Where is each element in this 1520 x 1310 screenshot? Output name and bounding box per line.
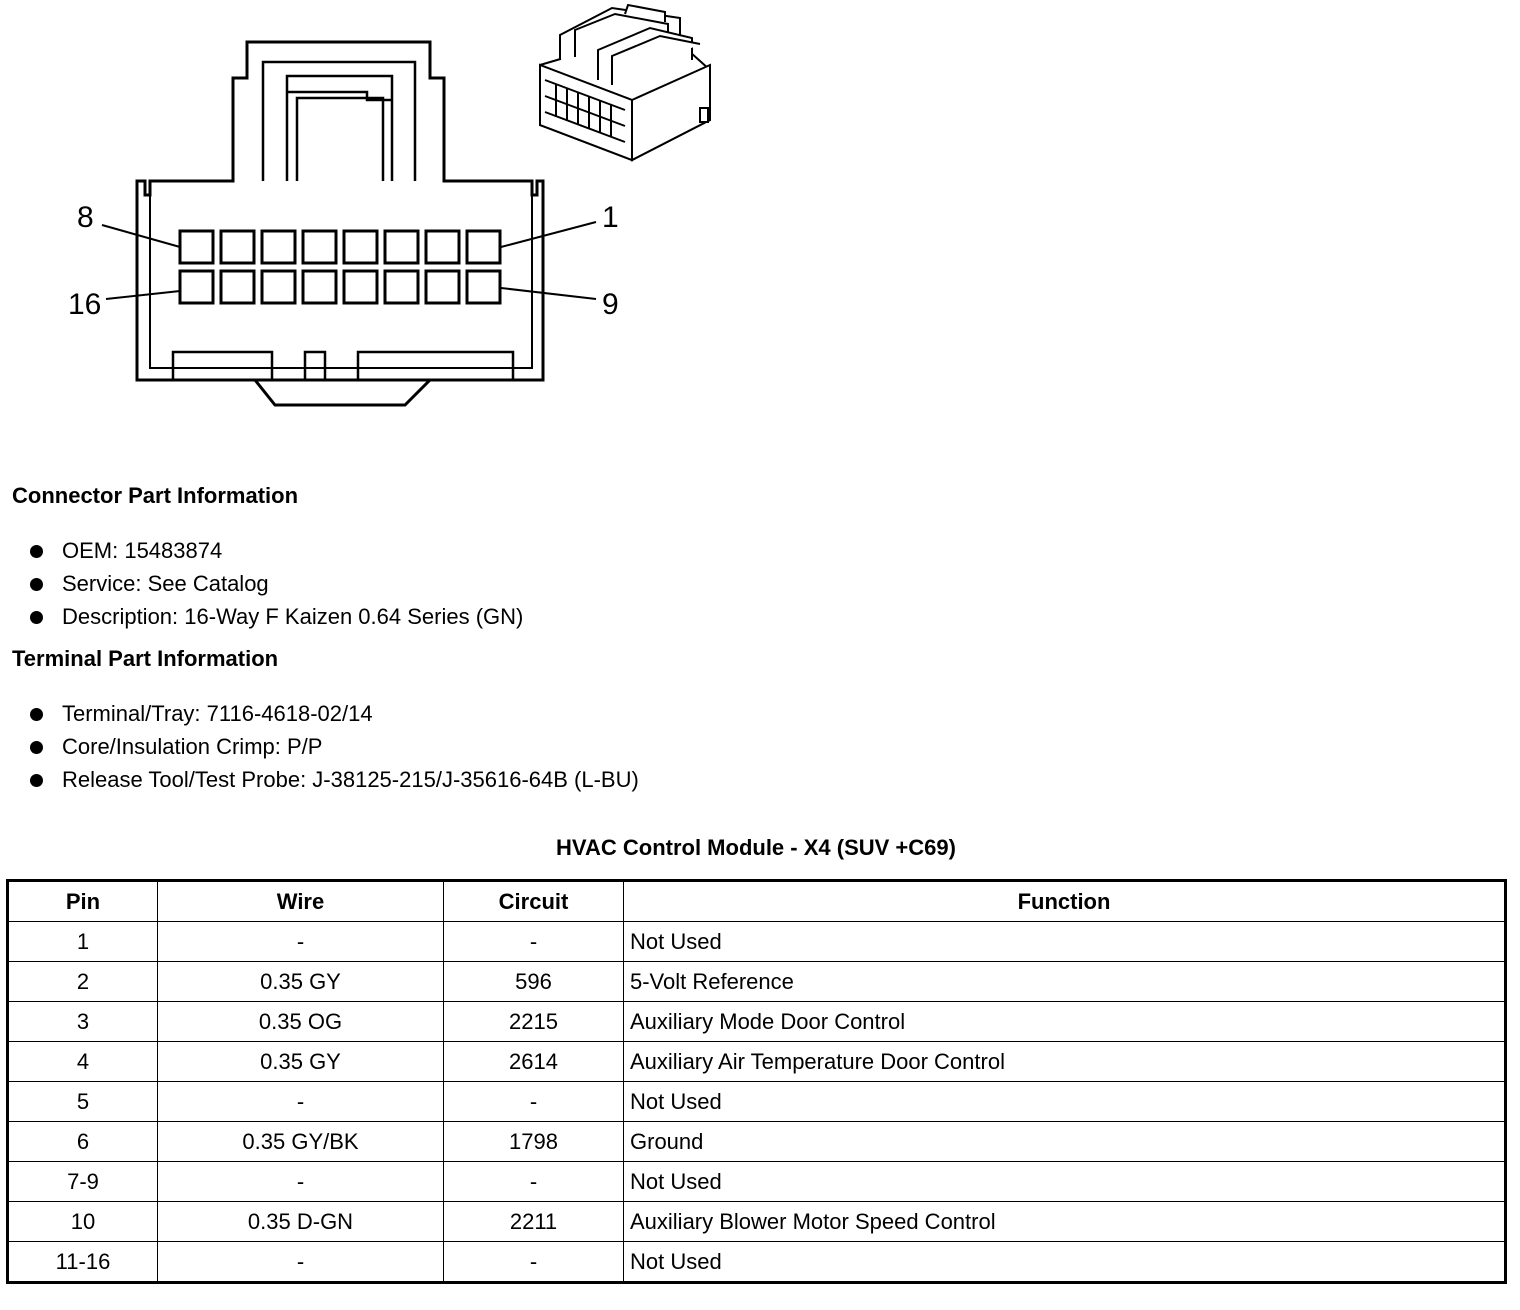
- cell-circuit: 2614: [444, 1042, 624, 1082]
- list-item: [28, 600, 523, 633]
- pin-label-1: 1: [602, 201, 619, 234]
- cell-wire: -: [158, 1162, 444, 1202]
- table-row: [8, 1002, 1506, 1042]
- connector-key-slot: [173, 352, 272, 380]
- table-row: [8, 1242, 1506, 1283]
- terminal-cavity: [385, 231, 418, 263]
- cell-pin: 6: [8, 1122, 158, 1162]
- terminal-cavity: [221, 271, 254, 303]
- cell-wire: -: [158, 1242, 444, 1283]
- connector-key-slot: [305, 352, 325, 380]
- table-row: [8, 1122, 1506, 1162]
- column-header-function: Function: [624, 881, 1506, 922]
- cell-wire: 0.35 GY/BK: [158, 1122, 444, 1162]
- cell-wire: -: [158, 922, 444, 962]
- terminal-cavity: [467, 271, 500, 303]
- cell-pin: 4: [8, 1042, 158, 1082]
- cell-circuit: 1798: [444, 1122, 624, 1162]
- list-item: [28, 534, 523, 567]
- cell-function: Not Used: [624, 1242, 1506, 1283]
- cell-pin: 1: [8, 922, 158, 962]
- cell-circuit: 2215: [444, 1002, 624, 1042]
- pin-label-16: 16: [68, 288, 102, 321]
- bullet-icon: [30, 545, 43, 558]
- cell-function: Not Used: [624, 1162, 1506, 1202]
- pin-label-9: 9: [602, 288, 619, 321]
- cell-circuit: -: [444, 1082, 624, 1122]
- terminal-part-info-heading: Terminal Part Information: [12, 646, 279, 671]
- cell-circuit: 596: [444, 962, 624, 1002]
- leader-line-pin-16: [106, 291, 180, 299]
- list-item: [28, 730, 639, 763]
- list-item-text: Service: See Catalog: [62, 571, 269, 596]
- cell-circuit: -: [444, 922, 624, 962]
- pin-label-8: 8: [77, 201, 94, 234]
- table-row: [8, 922, 1506, 962]
- terminal-cavity: [344, 271, 377, 303]
- cell-pin: 3: [8, 1002, 158, 1042]
- connector-key-slot: [358, 352, 513, 380]
- column-header-wire: Wire: [158, 881, 444, 922]
- table-row: [8, 1042, 1506, 1082]
- column-header-pin: Pin: [8, 881, 158, 922]
- connector-part-info-heading: Connector Part Information: [12, 483, 299, 508]
- terminal-cavity: [303, 271, 336, 303]
- connector-part-info-list: [28, 534, 523, 633]
- cell-wire: -: [158, 1082, 444, 1122]
- terminal-cavity: [303, 231, 336, 263]
- connector-latch: [263, 62, 415, 181]
- cell-wire: 0.35 OG: [158, 1002, 444, 1042]
- list-item: [28, 697, 639, 730]
- bullet-icon: [30, 611, 43, 624]
- cell-function: Ground: [624, 1122, 1506, 1162]
- cell-wire: 0.35 GY: [158, 962, 444, 1002]
- table-header-row: [8, 881, 1506, 922]
- list-item-text: Terminal/Tray: 7116-4618-02/14: [62, 701, 373, 726]
- terminal-cavity: [385, 271, 418, 303]
- list-item-text: OEM: 15483874: [62, 538, 223, 563]
- pinout-table: [6, 879, 1507, 1284]
- cell-pin: 5: [8, 1082, 158, 1122]
- leader-line-pin-9: [501, 288, 596, 299]
- cell-pin: 2: [8, 962, 158, 1002]
- list-item-text: Description: 16-Way F Kaizen 0.64 Series (GN): [62, 604, 524, 629]
- table-row: [8, 962, 1506, 1002]
- terminal-cavity: [180, 231, 213, 263]
- cell-circuit: -: [444, 1242, 624, 1283]
- terminal-cavity: [426, 271, 459, 303]
- column-header-circuit: Circuit: [444, 881, 624, 922]
- bullet-icon: [30, 578, 43, 591]
- cell-wire: 0.35 D-GN: [158, 1202, 444, 1242]
- connector-face-diagram: [0, 0, 760, 420]
- bullet-icon: [30, 708, 43, 721]
- table-row: [8, 1082, 1506, 1122]
- bullet-icon: [30, 774, 43, 787]
- terminal-cavity: [344, 231, 377, 263]
- terminal-part-info-list: [28, 697, 639, 796]
- terminal-cavity: [262, 231, 295, 263]
- cell-function: Auxiliary Mode Door Control: [624, 1002, 1506, 1042]
- terminal-cavity: [262, 271, 295, 303]
- list-item-text: Core/Insulation Crimp: P/P: [62, 734, 323, 759]
- cell-circuit: 2211: [444, 1202, 624, 1242]
- pinout-table-title: HVAC Control Module - X4 (SUV +C69): [556, 835, 956, 860]
- cell-function: Not Used: [624, 922, 1506, 962]
- cell-pin: 11-16: [8, 1242, 158, 1283]
- cell-function: Auxiliary Blower Motor Speed Control: [624, 1202, 1506, 1242]
- connector-3d-view: [540, 5, 710, 160]
- cell-pin: 10: [8, 1202, 158, 1242]
- connector-bottom-tab: [255, 380, 430, 405]
- table-row: [8, 1162, 1506, 1202]
- cell-circuit: -: [444, 1162, 624, 1202]
- leader-line-pin-1: [501, 222, 596, 247]
- cell-function: Not Used: [624, 1082, 1506, 1122]
- list-item: [28, 567, 523, 600]
- bullet-icon: [30, 741, 43, 754]
- terminal-cavity: [180, 271, 213, 303]
- terminal-cavity: [426, 231, 459, 263]
- list-item-text: Release Tool/Test Probe: J-38125-215/J-35616-64B (L-BU): [62, 767, 639, 792]
- list-item: [28, 763, 639, 796]
- cell-function: Auxiliary Air Temperature Door Control: [624, 1042, 1506, 1082]
- cell-wire: 0.35 GY: [158, 1042, 444, 1082]
- table-row: [8, 1202, 1506, 1242]
- cell-function: 5-Volt Reference: [624, 962, 1506, 1002]
- leader-line-pin-8: [102, 225, 180, 247]
- cell-pin: 7-9: [8, 1162, 158, 1202]
- terminal-cavity: [221, 231, 254, 263]
- terminal-cavity: [467, 231, 500, 263]
